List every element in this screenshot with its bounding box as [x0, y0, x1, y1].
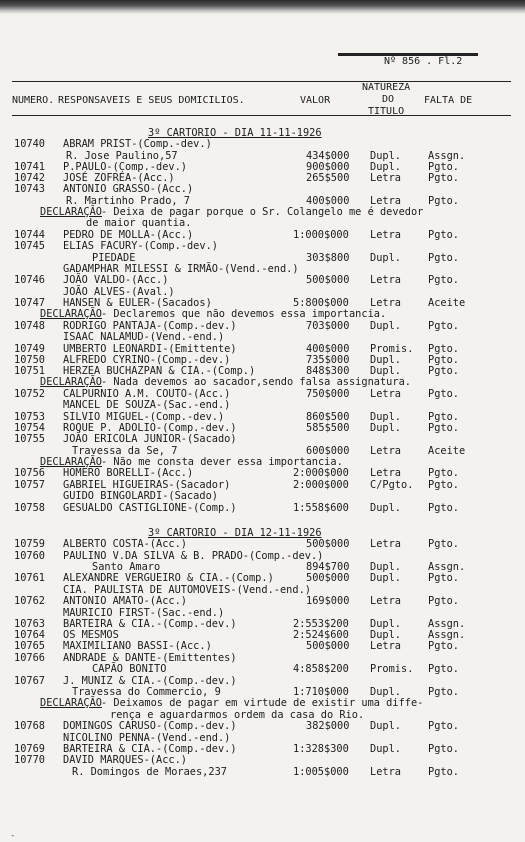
entry-text: 434$000 — [306, 150, 350, 162]
entry-number: 10748 — [14, 320, 45, 332]
entry-number: 10762 — [14, 595, 45, 607]
entry-number: 10768 — [14, 720, 45, 732]
entry-text: 500$000 — [306, 640, 350, 652]
entry-text: SILVIO MIGUEL-(Comp.-dev.) — [63, 411, 225, 423]
entry-text: Dupl. — [370, 411, 401, 423]
entry-text: 750$000 — [306, 388, 350, 400]
entry-text: BARTEIRA & CIA.-(Comp.-dev.) — [63, 743, 237, 755]
entry-text: Aceite — [428, 297, 466, 309]
entry-text: DECLARAÇÃO — [40, 456, 102, 468]
entry-text: Dupl. — [370, 720, 401, 732]
entry-text: - Declaremos que não devemos essa importancia. — [101, 308, 387, 320]
entry-text: 1:005$000 — [293, 766, 349, 778]
entry-text: MAURICIO FIRST-(Sac.-end.) — [63, 607, 225, 619]
entry-text: 400$000 — [306, 195, 350, 207]
entry-text: JOÃO ERICOLA JUNIOR-(Sacado) — [63, 433, 237, 445]
entry-text: ANDRADE & DANTE-(Emittentes) — [63, 652, 237, 664]
entry-text: 2:000$000 — [293, 467, 349, 479]
entry-text: Pgto. — [428, 640, 459, 652]
entry-text: 585$500 — [306, 422, 350, 434]
entry-text: Pgto. — [428, 686, 459, 698]
entry-text: Pgto. — [428, 195, 459, 207]
entry-text: Pgto. — [428, 343, 459, 355]
entry-text: DAVID MARQUES-(Acc.) — [63, 754, 187, 766]
entry-text: GUIDO BINGOLARDI-(Sacado) — [63, 490, 218, 502]
entry-text: Dupl. — [370, 422, 401, 434]
entry-text: R. Martinho Prado, 7 — [66, 195, 190, 207]
entry-text: ALEXANDRE VERGUEIRO & CIA.-(Comp.) — [63, 572, 274, 584]
entry-text: Dupl. — [370, 686, 401, 698]
entry-text: ROQUE P. ADOLIO-(Comp.-dev.) — [63, 422, 237, 434]
entry-text: DOMINGOS CARUSO-(Comp.-dev.) — [63, 720, 237, 732]
entry-text: GABRIEL HIGUEIRAS-(Sacador) — [63, 479, 231, 491]
entry-text: 2:000$000 — [293, 479, 349, 491]
entry-text: Pgto. — [428, 320, 459, 332]
entry-text: 1:000$000 — [293, 229, 349, 241]
entry-text: RODRIGO PANTAJA-(Comp.-dev.) — [63, 320, 237, 332]
entry-text: Promis. — [370, 343, 414, 355]
entry-text: Letra — [370, 595, 401, 607]
entry-text: Letra — [370, 274, 401, 286]
entry-number: 10747 — [14, 297, 45, 309]
entry-text: GESUALDO CASTIGLIONE-(Comp.) — [63, 502, 237, 514]
entry-number: 10740 — [14, 138, 45, 150]
entry-number: 10766 — [14, 652, 45, 664]
entry-number: 10758 — [14, 502, 45, 514]
entry-text: Travessa da Se, 7 — [72, 445, 178, 457]
entry-text: Dupl. — [370, 618, 401, 630]
header-natureza: NATUREZA — [362, 82, 411, 93]
entry-text: 1:710$000 — [293, 686, 349, 698]
entry-number: 10767 — [14, 675, 45, 687]
entry-text: rença e aguardarmos ordem da casa do Rio. — [110, 709, 365, 721]
entry-text: Dupl. — [370, 502, 401, 514]
entry-text: C/Pgto. — [370, 479, 414, 491]
entry-text: UMBERTO LEONARDI-(Emittente) — [63, 343, 237, 355]
entry-number: 10745 — [14, 240, 45, 252]
entry-text: DECLARAÇÃO — [40, 206, 102, 218]
entry-text: - Não me consta dever essa importancia. — [101, 456, 343, 468]
entry-text: Letra — [370, 297, 401, 309]
entry-text: JOÃO VALDO-(Acc.) — [63, 274, 169, 286]
entry-text: ABRAM PRIST-(Comp.-dev.) — [63, 138, 212, 150]
entry-text: GADAMPHAR MILESSI & IRMÃO-(Vend.-end.) — [63, 263, 299, 275]
entry-text: Assgn. — [428, 618, 466, 630]
entry-number: 10770 — [14, 754, 45, 766]
entry-text: 848$300 — [306, 365, 350, 377]
entry-text: HOMERO BORELLI-(Acc.) — [63, 467, 194, 479]
entry-text: Pgto. — [428, 388, 459, 400]
entry-text: DECLARAÇÃO — [40, 697, 102, 709]
entry-text: Pgto. — [428, 720, 459, 732]
entry-text: HANSEN & EULER-(Sacados) — [63, 297, 212, 309]
entry-text: DECLARAÇÃO — [40, 376, 102, 388]
entry-text: Letra — [370, 766, 401, 778]
entry-text: Letra — [370, 538, 401, 550]
entry-text: DECLARAÇÃO — [40, 308, 102, 320]
entry-text: Dupl. — [370, 161, 401, 173]
entry-text: 303$800 — [306, 252, 350, 264]
entry-text: JOSÉ ZOFRÉA-(Acc.) — [63, 172, 175, 184]
entry-number: 10741 — [14, 161, 45, 173]
entry-text: 500$000 — [306, 572, 350, 584]
entry-text: MAXIMILIANO BASSI-(Acc.) — [63, 640, 212, 652]
entry-text: CAPÃO BONITO — [92, 663, 167, 675]
header-titulo: TITULO — [368, 106, 405, 117]
entry-text: 894$700 — [306, 561, 350, 573]
entry-text: Promis. — [370, 663, 414, 675]
entry-text: ALFREDO CYRINO-(Comp.-dev.) — [63, 354, 231, 366]
entry-text: Dupl. — [370, 354, 401, 366]
entry-text: ELIAS FACURY-(Comp.-dev.) — [63, 240, 218, 252]
entry-number: 10764 — [14, 629, 45, 641]
entry-number: 10753 — [14, 411, 45, 423]
entry-text: MANCEL DE SOUZA-(Sac.-end.) — [63, 399, 231, 411]
header-top-rule — [12, 81, 511, 82]
entry-text: 1:558$600 — [293, 502, 349, 514]
entry-text: Pgto. — [428, 502, 459, 514]
entry-text: Pgto. — [428, 229, 459, 241]
entry-text: Pgto. — [428, 538, 459, 550]
entry-text: Pgto. — [428, 572, 459, 584]
entry-text: Dupl. — [370, 629, 401, 641]
entry-text: PAULINO V.DA SILVA & B. PRADO-(Comp.-dev.) — [63, 550, 324, 562]
entry-text: Letra — [370, 388, 401, 400]
entry-text: OS MESMOS — [63, 629, 119, 641]
entry-text: 703$000 — [306, 320, 350, 332]
entry-text: 600$000 — [306, 445, 350, 457]
entry-text: 3º CARTORIO - DIA 11-11-1926 — [148, 127, 322, 139]
entry-text: Pgto. — [428, 365, 459, 377]
entry-text: Pgto. — [428, 479, 459, 491]
entry-text: P.PAULO-(Comp.-dev.) — [63, 161, 187, 173]
header-bottom-rule — [12, 115, 511, 116]
entry-text: NICOLINO PENNA-(Vend.-end.) — [63, 732, 231, 744]
entry-text: 2:524$600 — [293, 629, 349, 641]
page-number: Nº 856 . Fl.2 — [384, 56, 463, 67]
entry-number: 10750 — [14, 354, 45, 366]
entry-text: 400$000 — [306, 343, 350, 355]
entry-text: Aceite — [428, 445, 466, 457]
entry-number: 10743 — [14, 183, 45, 195]
entry-text: - Nada devemos ao sacador,sendo falsa assignatura. — [101, 376, 411, 388]
entry-text: 860$500 — [306, 411, 350, 423]
entry-text: R. Jose Paulino,57 — [66, 150, 178, 162]
entry-text: de maior quantia. — [86, 217, 192, 229]
entry-text: Pgto. — [428, 274, 459, 286]
entry-text: - Deixa de pagar porque o Sr. Colangelo me é devedor — [101, 206, 424, 218]
entry-text: ISAAC NALAMUD-(Vend.-end.) — [63, 331, 225, 343]
entry-text: 5:800$000 — [293, 297, 349, 309]
entry-number: 10744 — [14, 229, 45, 241]
entry-text: PIEDADE — [92, 252, 136, 264]
entry-number: 10761 — [14, 572, 45, 584]
entry-text: Pgto. — [428, 252, 459, 264]
entry-text: Dupl. — [370, 572, 401, 584]
entry-text: 382$000 — [306, 720, 350, 732]
entry-text: 735$000 — [306, 354, 350, 366]
entry-text: JOÃO ALVES-(Aval.) — [63, 286, 175, 298]
entry-text: 500$000 — [306, 538, 350, 550]
entry-text: 4:858$200 — [293, 663, 349, 675]
entry-text: Santo Amaro — [92, 561, 161, 573]
entry-text: Assgn. — [428, 150, 466, 162]
header-valor: VALOR — [300, 95, 331, 106]
entry-text: Letra — [370, 640, 401, 652]
entry-text: HERZEA BUCHAZPAN & CIA.-(Comp.) — [63, 365, 256, 377]
entry-text: CALPURNIO A.M. COUTO-(Acc.) — [63, 388, 231, 400]
entry-text: - Deixamos de pagar em virtude de existir uma diffe- — [101, 697, 424, 709]
entry-text: Assgn. — [428, 561, 466, 573]
entry-number: 10742 — [14, 172, 45, 184]
entry-text: Pgto. — [428, 595, 459, 607]
entry-text: Pgto. — [428, 663, 459, 675]
entry-text: 500$000 — [306, 274, 350, 286]
entry-text: ANTONIO AMATO-(Acc.) — [63, 595, 187, 607]
entry-number: 10752 — [14, 388, 45, 400]
entry-text: Assgn. — [428, 629, 466, 641]
entry-text: PEDRO DE MOLLA-(Acc.) — [63, 229, 194, 241]
entry-text: Pgto. — [428, 161, 459, 173]
entry-text: Letra — [370, 229, 401, 241]
header-do: DO — [382, 94, 395, 105]
entry-text: ANTONIO GRASSO-(Acc.) — [63, 183, 194, 195]
entry-text: Pgto. — [428, 172, 459, 184]
entry-number: 10765 — [14, 640, 45, 652]
entry-text: Dupl. — [370, 320, 401, 332]
entry-number: 10760 — [14, 550, 45, 562]
entry-text: 3º CARTORIO - DIA 12-11-1926 — [148, 527, 322, 539]
entry-number: 10757 — [14, 479, 45, 491]
entry-text: Dupl. — [370, 150, 401, 162]
entry-number: 10759 — [14, 538, 45, 550]
scan-edge — [0, 0, 525, 14]
entry-number: 10751 — [14, 365, 45, 377]
entry-number: 10769 — [14, 743, 45, 755]
entry-number: 10763 — [14, 618, 45, 630]
entry-text: BARTEIRA & CIA.-(Comp.-dev.) — [63, 618, 237, 630]
entry-text: Letra — [370, 445, 401, 457]
entry-number: 10756 — [14, 467, 45, 479]
entry-number: 10755 — [14, 433, 45, 445]
entry-number: 10754 — [14, 422, 45, 434]
scan-mark: - — [10, 831, 16, 841]
entry-text: ALBERTO COSTA-(Acc.) — [63, 538, 187, 550]
entry-number: 10749 — [14, 343, 45, 355]
entry-text: J. MUNIZ & CIA.-(Comp.-dev.) — [63, 675, 237, 687]
entry-text: 900$000 — [306, 161, 350, 173]
entry-text: 169$000 — [306, 595, 350, 607]
entry-text: Letra — [370, 172, 401, 184]
entry-text: Pgto. — [428, 743, 459, 755]
entry-text: Pgto. — [428, 766, 459, 778]
entry-number: 10746 — [14, 274, 45, 286]
entry-text: Letra — [370, 467, 401, 479]
entry-text: 2:553$200 — [293, 618, 349, 630]
entry-text: 1:328$300 — [293, 743, 349, 755]
header-responsaveis: RESPONSAVEIS E SEUS DOMICILIOS. — [58, 95, 245, 106]
entry-text: Pgto. — [428, 411, 459, 423]
entry-text: R. Domingos de Moraes,237 — [72, 766, 227, 778]
header-falta: FALTA DE — [424, 95, 473, 106]
entry-text: Travessa do Commercio, 9 — [72, 686, 221, 698]
entry-text: Letra — [370, 195, 401, 207]
entry-text: 265$500 — [306, 172, 350, 184]
header-numero: NUMERO. — [12, 95, 55, 106]
entry-text: CIA. PAULISTA DE AUTOMOVEIS-(Vend.-end.) — [63, 584, 311, 596]
entry-text: Dupl. — [370, 365, 401, 377]
entry-text: Pgto. — [428, 354, 459, 366]
entry-text: Dupl. — [370, 561, 401, 573]
entry-text: Dupl. — [370, 743, 401, 755]
entry-text: Pgto. — [428, 422, 459, 434]
entry-text: Dupl. — [370, 252, 401, 264]
entry-text: Pgto. — [428, 467, 459, 479]
